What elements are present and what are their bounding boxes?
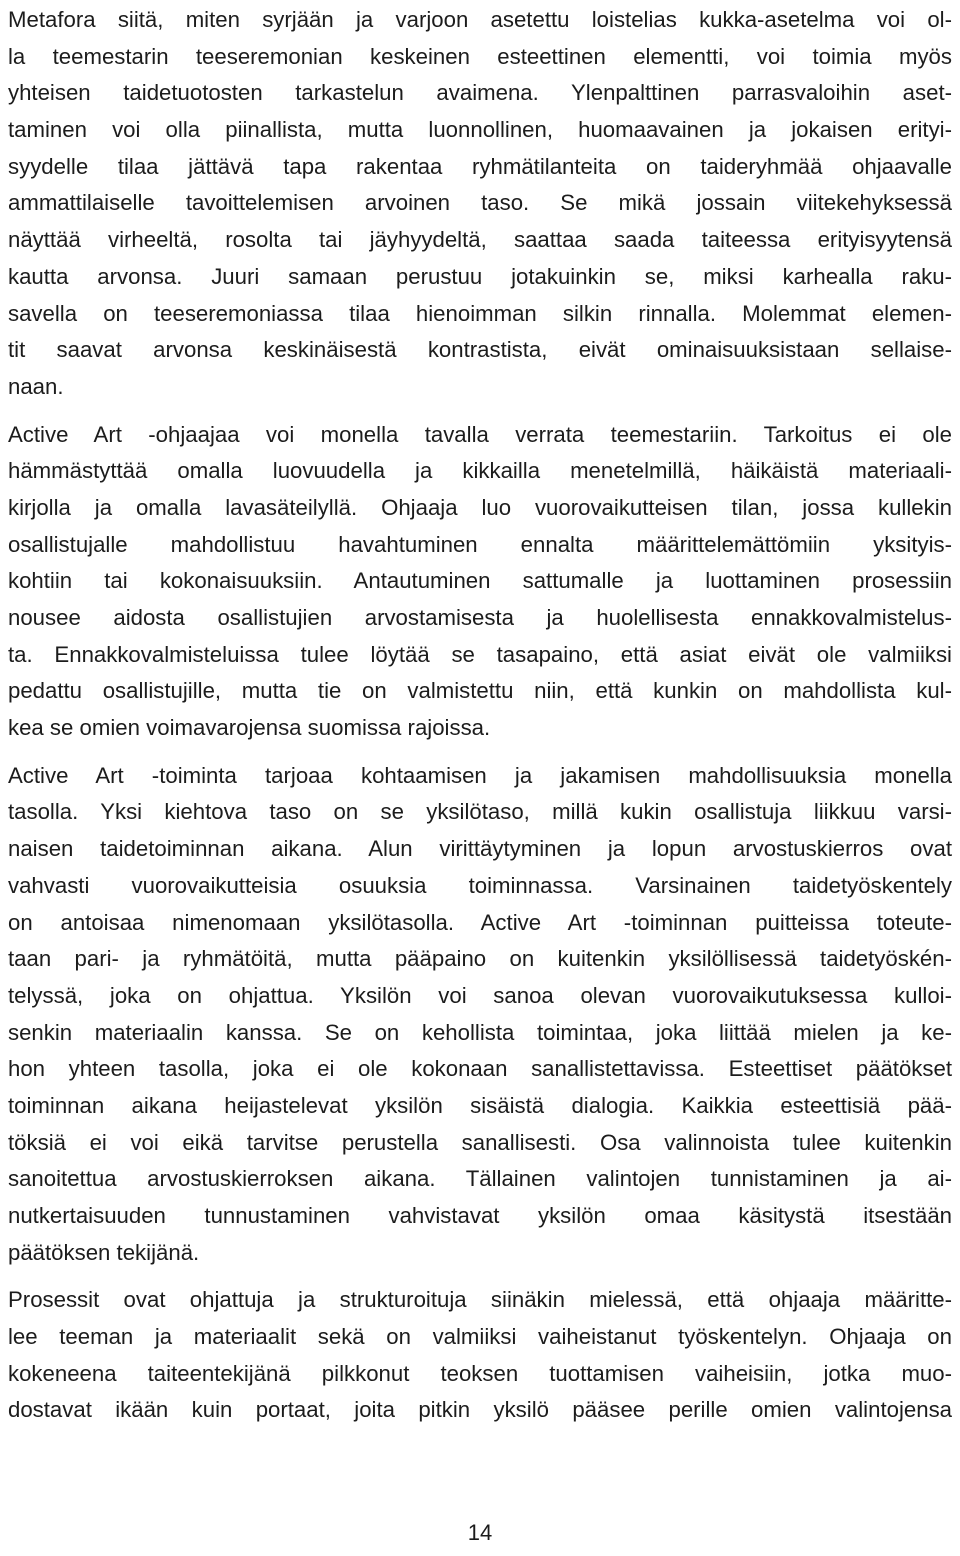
paragraph <box>8 1282 952 1429</box>
body-text <box>8 2 952 1429</box>
text-line: kautta arvonsa. Juuri samaan perustuu jotakuinkin se, miksi karhealla raku- <box>8 263 952 289</box>
text-line: sanoitettua arvostuskierroksen aikana. Tällainen valintojen tunnistaminen ja ai- <box>8 1166 952 1192</box>
paragraph <box>8 758 952 1272</box>
text-line: kohtiin tai kokonaisuuksiin. Antautuminen sattumalle ja luottaminen prosessiin <box>8 568 952 594</box>
text-line: senkin materiaalin kanssa. Se on kehollista toimintaa, joka liittää mielen ja ke- <box>8 1019 952 1045</box>
text-line: ammattilaiselle tavoittelemisen arvoinen taso. Se mikä jossain viitekehyksessä <box>8 190 952 216</box>
text-line: nutkertaisuuden tunnustaminen vahvistavat yksilön omaa käsitystä itsestään <box>8 1203 952 1228</box>
text-line: savella on teeseremoniassa tilaa hienoimman silkin rinnalla. Molemmat elemen- <box>8 300 952 326</box>
text-line: osallistujalle mahdollistuu havahtuminen ennalta määrittelemättömiin yksityis- <box>8 531 952 557</box>
text-line: vahvasti vuorovaikutteisia osuuksia toiminnassa. Varsinainen taidetyöskentely <box>8 872 952 898</box>
text-line: hon yhteen tasolla, joka ei ole kokonaan sanallistettavissa. Esteettiset päätökset <box>8 1056 952 1082</box>
text-line: Active Art -ohjaajaa voi monella tavalla verrata teemestariin. Tarkoitus ei ole <box>8 421 952 447</box>
text-line: naan. <box>8 373 64 399</box>
text-line: on antoisaa nimenomaan yksilötasolla. Active Art -toiminnan puitteissa toteute- <box>8 909 952 935</box>
text-line: näyttää virheeltä, rosolta tai jäyhyydeltä, saattaa saada taiteessa erityisyytensä <box>8 227 952 253</box>
text-line: kokeneena taiteentekijänä pilkkonut teoksen tuottamisen vaiheisiin, jotka muo- <box>8 1360 952 1386</box>
text-line: taminen voi olla piinallista, mutta luonnollinen, huomaavainen ja jokaisen erityi- <box>8 117 952 143</box>
text-line: tit saavat arvonsa keskinäisestä kontrastista, eivät ominaisuuksistaan sellaise- <box>8 337 952 363</box>
text-line: hämmästyttää omalla luovuudella ja kikkailla menetelmillä, häikäistä materiaali- <box>8 458 952 484</box>
paragraph <box>8 2 952 406</box>
paragraph <box>8 417 952 747</box>
text-line: dostavat ikään kuin portaat, joita pitkin yksilö pääsee perille omien valintojensa <box>8 1397 952 1423</box>
text-line: taan pari- ja ryhmätöitä, mutta pääpaino on kuitenkin yksilöllisessä taidetyöskén- <box>8 946 952 972</box>
text-line: Metafora siitä, miten syrjään ja varjoon asetettu loistelias kukka-asetelma voi ol- <box>8 7 952 32</box>
text-line: la teemestarin teeseremonian keskeinen esteettinen elementti, voi toimia myös <box>8 43 952 69</box>
text-line: tasolla. Yksi kiehtova taso on se yksilötaso, millä kukin osallistuja liikkuu varsi- <box>8 799 952 825</box>
page-number: 14 <box>467 1520 493 1545</box>
text-line: telyssä, joka on ohjattua. Yksilön voi sanoa olevan vuorovaikutuksessa kulloi- <box>8 982 952 1008</box>
text-line: nousee aidosta osallistujien arvostamisesta ja huolellisesta ennakkovalmistelus- <box>8 605 952 630</box>
text-line: pedattu osallistujille, mutta tie on valmistettu niin, että kunkin on mahdollista kul- <box>8 678 952 704</box>
text-line: päätöksen tekijänä. <box>8 1239 200 1265</box>
text-line: kirjolla ja omalla lavasäteilyllä. Ohjaaja luo vuorovaikutteisen tilan, jossa kullekin <box>8 494 952 520</box>
text-line: yhteisen taidetuotosten tarkastelun avaimena. Ylenpalttinen parrasvaloihin aset- <box>8 80 952 106</box>
text-line: töksiä ei voi eikä tarvitse perustella sanallisesti. Osa valinnoista tulee kuitenkin <box>8 1129 952 1155</box>
text-line: ta. Ennakkovalmisteluissa tulee löytää se tasapaino, että asiat eivät ole valmiiksi <box>8 641 952 667</box>
text-line: naisen taidetoiminnan aikana. Alun virittäytyminen ja lopun arvostuskierros ovat <box>8 836 952 862</box>
text-line: Prosessit ovat ohjattuja ja strukturoituja siinäkin mielessä, että ohjaaja määritte- <box>8 1287 952 1313</box>
text-line: syydelle tilaa jättävä tapa rakentaa ryhmätilanteita on taideryhmää ohjaavalle <box>8 153 952 179</box>
text-line: lee teeman ja materiaalit sekä on valmiiksi vaiheistanut työskentelyn. Ohjaaja on <box>8 1324 952 1350</box>
text-line: toiminnan aikana heijastelevat yksilön sisäistä dialogia. Kaikkia esteettisiä pää- <box>8 1092 952 1118</box>
text-line: kea se omien voimavarojensa suomissa rajoissa. <box>8 715 491 741</box>
text-line: Active Art -toiminta tarjoaa kohtaamisen ja jakamisen mahdollisuuksia monella <box>8 762 952 788</box>
